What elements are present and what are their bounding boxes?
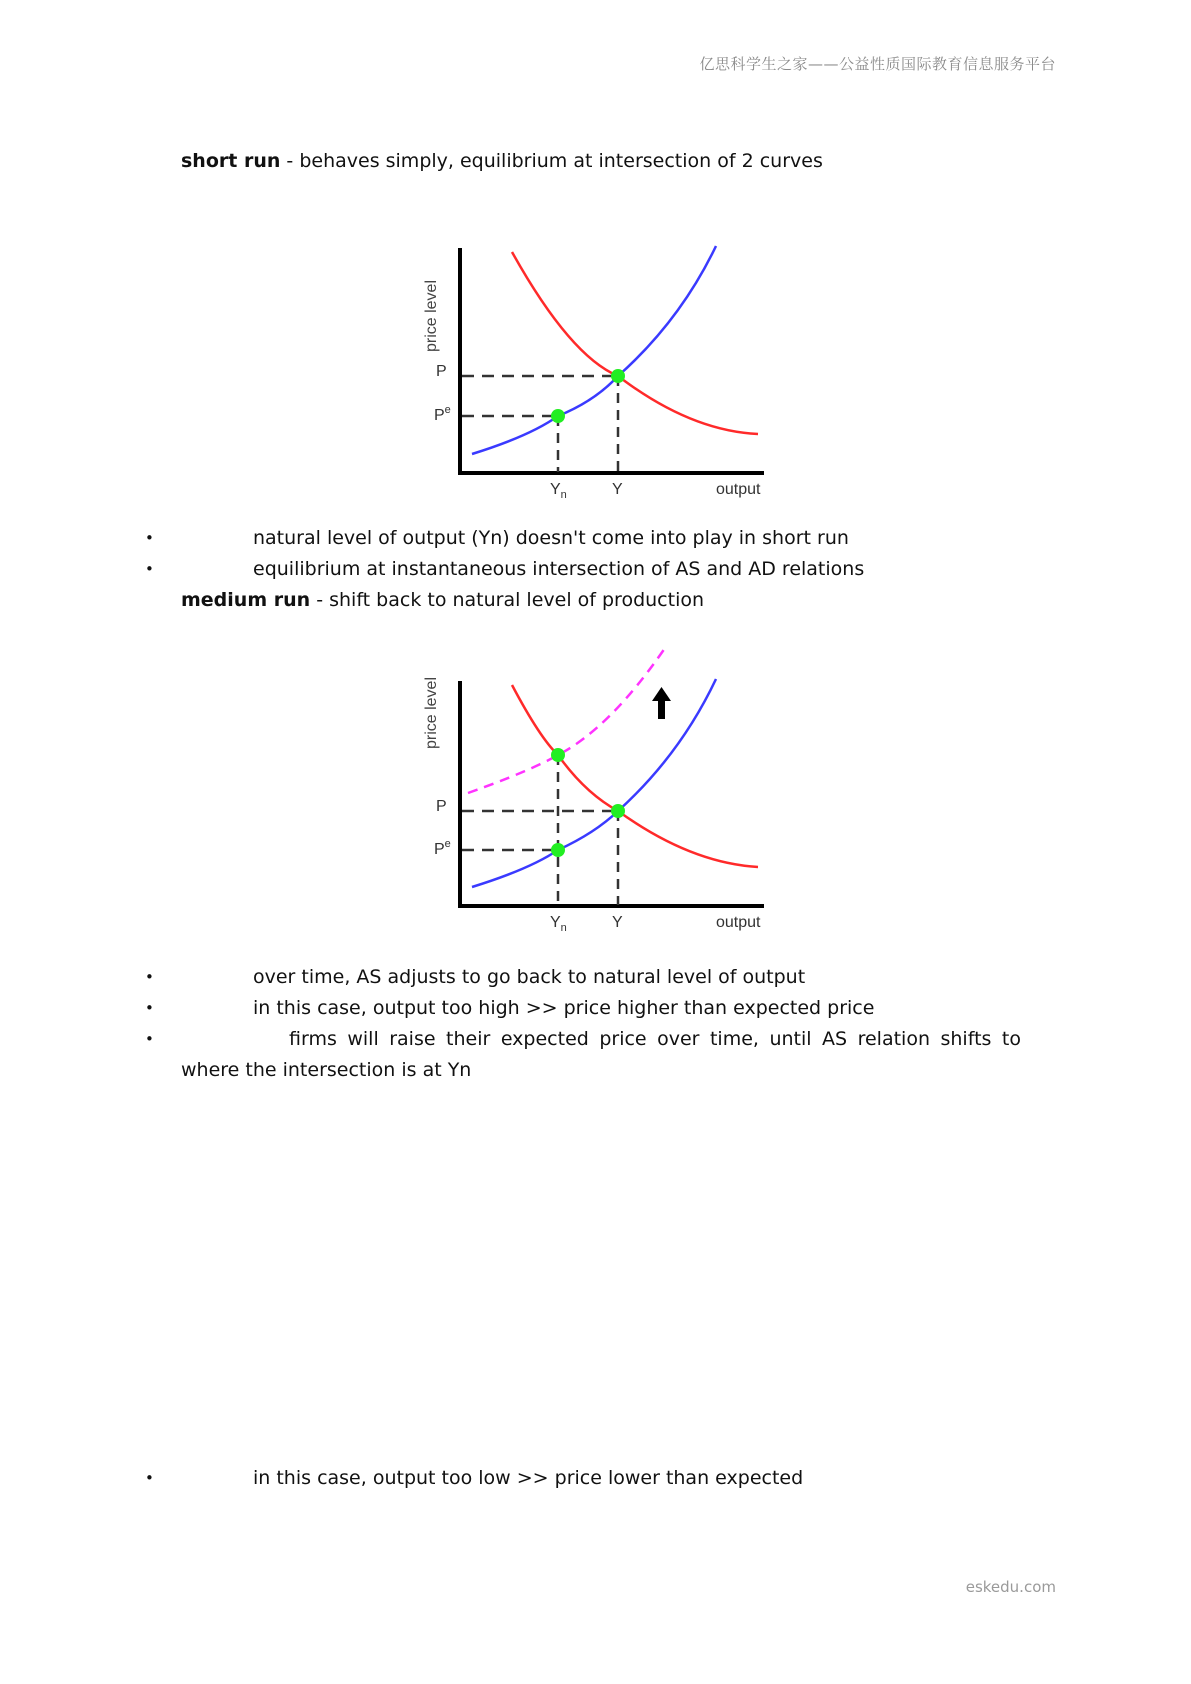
ad-curve [512, 685, 758, 867]
short-run-diagram [420, 226, 780, 506]
y-axis-label: price level [423, 279, 440, 353]
equilibrium-point [611, 369, 625, 383]
as-curve [472, 679, 716, 887]
shifted-as-curve [468, 648, 665, 793]
short-run-paragraph [181, 146, 823, 177]
page-header: 亿思科学生之家——公益性质国际教育信息服务平台 [699, 55, 1056, 73]
page-footer: eskedu.com [965, 1578, 1056, 1596]
short-run-desc: - behaves simply, equilibrium at intersection of 2 curves [280, 150, 823, 172]
bullet-dot: • [145, 1469, 154, 1487]
pe-label [434, 404, 451, 424]
bullet-text: in this case, output too high >> price higher than expected price [253, 997, 875, 1019]
yn-subscript: n [560, 922, 567, 934]
bullet-dot: • [145, 968, 154, 986]
bullet-text: over time, AS adjusts to go back to natural level of output [253, 966, 806, 988]
medium-run-desc: - shift back to natural level of production [310, 589, 705, 611]
x-axis-label: output [716, 481, 761, 498]
yn-base: Y [550, 481, 561, 498]
bullet-dot: • [145, 1030, 154, 1048]
medium-run-paragraph [181, 585, 704, 616]
as-curve [472, 246, 716, 454]
equilibrium-point [611, 804, 625, 818]
expected-point [551, 409, 565, 423]
bullet-text: in this case, output too low >> price lower than expected [253, 1467, 804, 1489]
medium-run-diagram [420, 643, 780, 943]
expected-point [551, 843, 565, 857]
pe-superscript: e [444, 838, 451, 850]
p-label: P [436, 363, 447, 380]
p-label: P [436, 798, 447, 815]
yn-label [550, 914, 567, 934]
yn-subscript: n [560, 489, 567, 501]
up-arrow-icon [652, 687, 671, 719]
short-run-term: short run [181, 150, 281, 172]
bullet-text: equilibrium at instantaneous intersection of AS and AD relations [253, 558, 865, 580]
new-equilibrium-point [551, 748, 565, 762]
list-item [145, 1024, 1021, 1086]
pe-base: P [434, 407, 445, 424]
yn-label [550, 481, 567, 501]
ad-curve [512, 252, 758, 434]
bullet-dot: • [145, 999, 154, 1017]
yn-base: Y [550, 914, 561, 931]
y-label: Y [612, 914, 623, 931]
x-axis-label: output [716, 914, 761, 931]
medium-run-term: medium run [181, 589, 311, 611]
bullet-dot: • [145, 560, 154, 578]
pe-label [434, 838, 451, 858]
bullet-text: natural level of output (Yn) doesn't come into play in short run [253, 527, 849, 549]
pe-superscript: e [444, 404, 451, 416]
y-axis-label: price level [423, 676, 440, 750]
bullet-text: firms will raise their expected price over time, until AS relation shifts to where the intersection is at Yn [181, 1028, 1021, 1081]
y-label: Y [612, 481, 623, 498]
bullet-dot: • [145, 529, 154, 547]
pe-base: P [434, 841, 445, 858]
